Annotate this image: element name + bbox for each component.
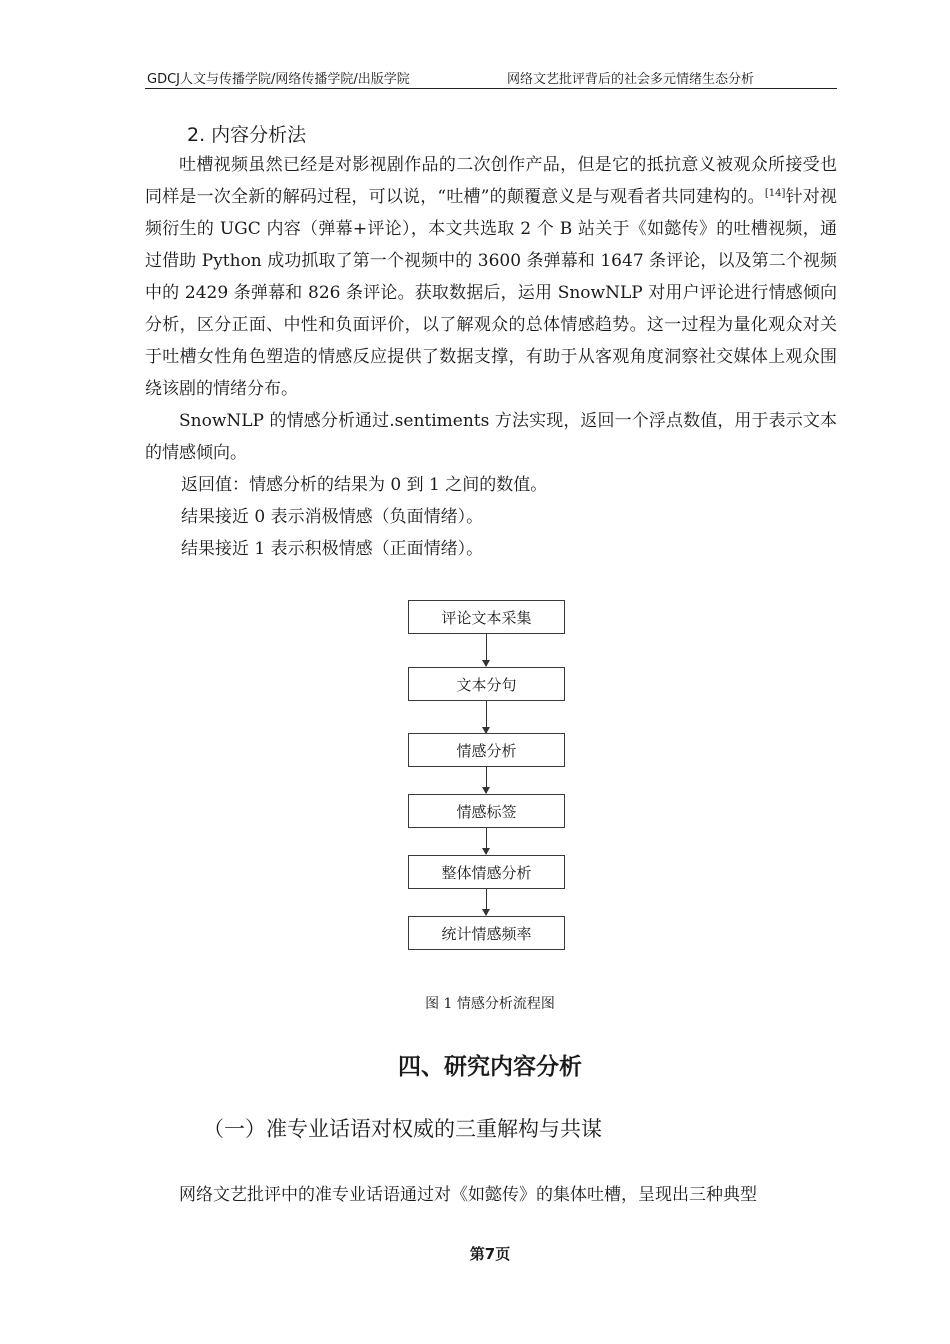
flow-arrow bbox=[486, 701, 487, 733]
flow-arrow bbox=[486, 889, 487, 915]
flow-arrow bbox=[486, 767, 487, 793]
flow-step-frequency: 统计情感频率 bbox=[408, 916, 565, 950]
flow-step-analyze: 情感分析 bbox=[408, 733, 565, 767]
page-number: 第7页 bbox=[469, 1245, 511, 1263]
header-paper-title: 网络文艺批评背后的社会多元情绪生态分析 bbox=[507, 72, 755, 87]
flow-step-overall: 整体情感分析 bbox=[408, 855, 565, 889]
flow-step-collect: 评论文本采集 bbox=[408, 600, 565, 634]
figure-caption: 图 1 情感分析流程图 bbox=[425, 996, 555, 1012]
section-heading-content-analysis: 2. 内容分析法 bbox=[187, 124, 307, 146]
negative-result-line: 结果接近 0 表示消极情感（负面情绪）。 bbox=[181, 507, 484, 527]
return-value-line: 返回值：情感分析的结果为 0 到 1 之间的数值。 bbox=[181, 475, 548, 495]
running-header bbox=[145, 66, 837, 89]
section-subtitle: （一）准专业话语对权威的三重解构与共谋 bbox=[203, 1117, 602, 1141]
flow-arrow bbox=[486, 828, 487, 854]
flow-arrow bbox=[486, 634, 487, 666]
paragraph-text-a: 吐槽视频虽然已经是对影视剧作品的二次创作产品，但是它的抵抗意义被观众所接受也同样是一次全新的解码过程，可以说，“吐槽”的颠覆意义是与观看者共同建构的。 bbox=[145, 155, 837, 207]
paragraph-text-b: 针对视频衍生的 UGC 内容（弹幕+评论），本文共选取 2 个 B 站关于《如懿传》的吐槽视频，通过借助 Python 成功抓取了第一个视频中的 3600 条弹幕和 1647 条评论，以及第二个视频中的 2429 条弹幕和 826 条评论。获取数据后，运用 SnowNLP 对用户评论进行情感倾向分析，区分正面、中性和负面评价，以了解观众的总体情感趋势。这一过程为量化观众对关于吐槽女性角色塑造的情感反应提供了数据支撑，有助于从客观角度洞察社交媒体上观众围绕该剧的情绪分布。 bbox=[145, 187, 837, 399]
flow-step-label: 情感标签 bbox=[408, 794, 565, 828]
paragraph-content-analysis bbox=[145, 149, 837, 405]
chapter-title: 四、研究内容分析 bbox=[398, 1054, 582, 1080]
positive-result-line: 结果接近 1 表示积极情感（正面情绪）。 bbox=[181, 539, 484, 559]
flow-step-split: 文本分句 bbox=[408, 667, 565, 701]
header-institution: GDCJ人文与传播学院/网络传播学院/出版学院 bbox=[147, 72, 410, 87]
paragraph-chapter-intro: 网络文艺批评中的准专业话语通过对《如懿传》的集体吐槽，呈现出三种典型 bbox=[179, 1185, 757, 1205]
paragraph-snownlp: SnowNLP 的情感分析通过.sentiments 方法实现，返回一个浮点数值，用于表示文本的情感倾向。 bbox=[145, 411, 837, 463]
citation-ref: [14] bbox=[764, 188, 786, 199]
